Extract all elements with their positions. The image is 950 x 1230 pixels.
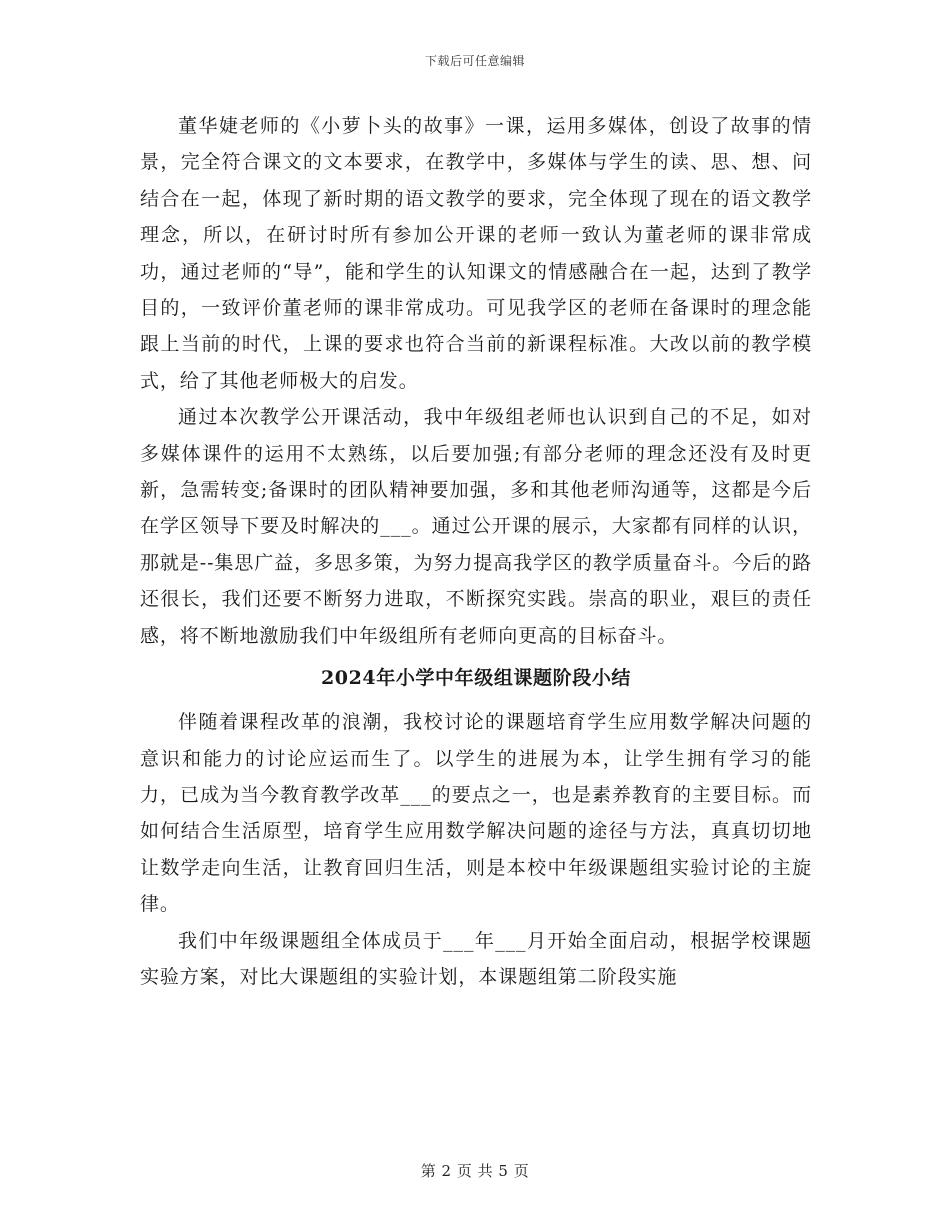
- page-number: 第 2 页 共 5 页: [420, 1162, 530, 1180]
- paragraph: 董华婕老师的《小萝卜头的故事》一课，运用多媒体，创设了故事的情景，完全符合课文的文本要求，在教学中，多媒体与学生的读、思、想、问结合在一起，体现了新时期的语文教学的要求，完全体现了现在的语文教学理念，所以，在研讨时所有参加公开课的老师一致认为董老师的课非常成功，通过老师的“导”，能和学生的认知课文的情感融合在一起，达到了教学目的，一致评价董老师的课非常成功。可见我学区的老师在备课时的理念能跟上当前的时代，上课的要求也符合当前的新课程标准。大改以前的教学模式，给了其他老师极大的启发。: [140, 115, 812, 392]
- paragraph: 伴随着课程改革的浪潮，我校讨论的课题培育学生应用数学解决问题的意识和能力的讨论应运而生了。以学生的进展为本，让学生拥有学习的能力，已成为当今教育教学改革___的要点之一，也是素养教育的主要目标。而如何结合生活原型，培育学生应用数学解决问题的途径与方法，真真切切地让数学走向生活，让教育回归生活，则是本校中年级课题组实验讨论的主旋律。: [140, 711, 812, 916]
- document-body: [140, 108, 812, 995]
- paragraph: 通过本次教学公开课活动，我中年级组老师也认识到自己的不足，如对多媒体课件的运用不太熟练，以后要加强;有部分老师的理念还没有及时更新，急需转变;备课时的团队精神要加强，多和其他老师沟通等，这都是今后在学区领导下要及时解决的___。通过公开课的展示，大家都有同样的认识，那就是--集思广益，多思多策，为努力提高我学区的教学质量奋斗。今后的路还很长，我们还要不断努力进取，不断探究实践。崇高的职业，艰巨的责任感，将不断地激励我们中年级组所有老师向更高的目标奋斗。: [140, 406, 812, 647]
- header-note: 下载后可任意编辑: [424, 54, 525, 68]
- section-title: 2024年小学中年级组课题阶段小结: [320, 667, 632, 690]
- paragraph: 我们中年级课题组全体成员于___年___月开始全面启动，根据学校课题实验方案，对比大课题组的实验计划，本课题组第二阶段实施: [140, 929, 812, 988]
